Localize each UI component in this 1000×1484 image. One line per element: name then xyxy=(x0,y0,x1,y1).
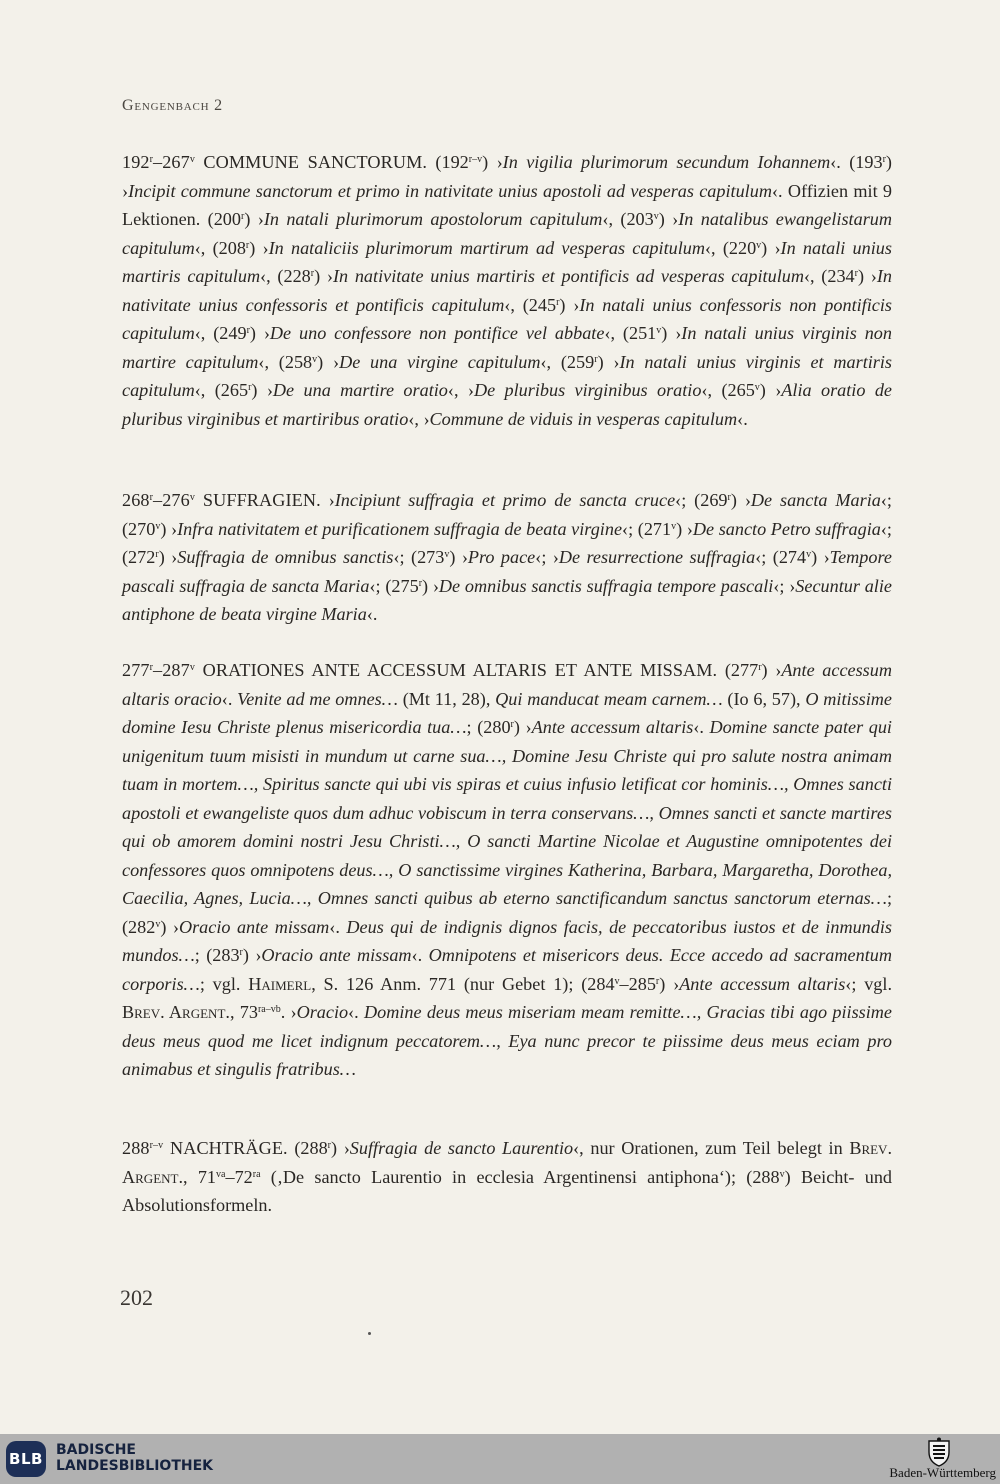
entry-commune-sanctorum: 192$^r$–267$^v$ COMMUNE SANCTORUM. (192$^{r-v}$) ›In vigilia plurimorum secundum Iohannem‹. (193$^r$) ›Incipit commune sanctorum et primo in nativitate unius apostoli ad vesperas capitulum‹. Offizien mit 9 Lektionen. (200$^r$) ›In natali plurimorum apostolorum capitulum‹, (203$^v$) ›In natalibus ewangelistarum capitulum‹, (208$^r$) ›In nataliciis plurimorum martirum ad vesperas capitulum‹, (220$^v$) ›In natali unius martiris capitulum‹, (228$^r$) ›In nativitate unius martiris et pontificis ad vesperas capitulum‹, (234$^r$) ›In nativitate unius confessoris et pontificis capitulum‹, (245$^r$) ›In natali unius confessoris non pontificis capitulum‹, (249$^r$) ›De uno confessore non pontifice vel abbate‹, (251$^v$) ›In natali unius virginis non martire capitulum‹, (258$^v$) ›De una virgine capitulum‹, (259$^r$) ›In natali unius virginis et martiris capitulum‹, (265$^r$) ›De una martire oratio‹, ›De pluribus virginibus oratio‹, (265$^v$) ›Alia oratio de pluribus virginibus et martiribus oratio‹, ›Commune de viduis in vesperas capitulum‹. xyxy=(122,152,893,429)
entry-orationes-ante-missam: 277$^r$–287$^v$ ORATIONES ANTE ACCESSUM ALTARIS ET ANTE MISSAM. (277$^r$) ›Ante accessum altaris oracio‹. Venite ad me omnes… (Mt 11, 28), Qui manducat meam carnem… (Io 6, 57), O mitissime domine Iesu Christe plenus misericordia tua…; (280$^r$) ›Ante accessum altaris‹. Domine sancte pater qui unigenitum tuum misisti in mundum ut carne sua…, Domine Jesu Christe qui pro salute nostra animam tuam in mortem…, Spiritus sancte qui ubi vis spiras et cuius infusio letificat cor hominis…, Omnes sancti apostoli et ewangeliste quos dum adhuc vobiscum in terra conservans…, Omnes sancti et sancte martires qui ob amorem domini nostri Jesu Christi…, O sancti Martine Nicolae et Augustine omnipotentes dei confessores quos omnipotens deus…, O sanctissime virgines Katherina, Barbara, Margaretha, Dorothea, Caecilia, Agnes, Lucia…, Omnes sancti quibus ab eterno sanctificandum sanctus sanctorum eternas…; (282$^v$) ›Oracio ante missam‹. Deus qui de indignis dignos facis, de peccatoribus iustos et de inmundis mundos…; (283$^r$) ›Oracio ante missam‹. Omnipotens et misericors deus. Ecce accedo ad sacramentum corporis…; vgl. Haimerl, S. 126 Anm. 771 (nur Gebet 1); (284$^v$–285$^r$) ›Ante accessum altaris‹; vgl. Brev. Argent., $73^{ra-vb}$. ›Oracio‹. Domine deus meus miseriam meam remitte…, Gracias tibi ago piissime deus meus quod me licet indignum peccatorem…, Eya nunc precor te piissime deus meus eciam pro animabus et singulis fratribus… xyxy=(122,660,893,1079)
entry-suffragien: 268$^r$–276$^v$ SUFFRAGIEN. ›Incipiunt suffragia et primo de sancta cruce‹; (269$^r$) ›De sancta Maria‹; (270$^v$) ›Infra nativitatem et purificationem suffragia de beata virgine‹; (271$^v$) ›De sancto Petro suffragia‹; (272$^r$) ›Suffragia de omnibus sanctis‹; (273$^v$) ›Pro pace‹; ›De resurrectione suffragia‹; (274$^v$) ›Tempore pascali suffragia de sancta Maria‹; (275$^r$) ›De omnibus sanctis suffragia tempore pascali‹; ›Secuntur alie antiphone de beata virgine Maria‹. xyxy=(122,490,892,624)
blb-logo[interactable]: BLB xyxy=(6,1441,46,1477)
coat-of-arms-icon xyxy=(926,1437,952,1467)
state-name: Baden-Württemberg xyxy=(889,1465,996,1480)
running-head: Gengenbach 2 xyxy=(122,97,223,114)
library-name xyxy=(56,1442,213,1474)
library-name-line-1: BADISCHE xyxy=(56,1442,136,1458)
ink-speck xyxy=(368,1332,371,1335)
library-name-line-2: LANDESBIBLIOTHEK xyxy=(56,1458,214,1474)
entry-nachtraege: 288$^{r-v}$ NACHTRÄGE. (288$^r$) ›Suffragia de sancto Laurentio‹, nur Orationen, zum Teil belegt in Brev. Argent., $71^{va}-72^{ra}$ (‚De sancto Laurentio in ecclesia Argentinensi antiphona‘); (288$^v$) Beicht- und Absolutionsformeln. xyxy=(122,1138,893,1215)
footer-bar xyxy=(0,1434,1000,1484)
page-number: 202 xyxy=(120,1285,153,1310)
